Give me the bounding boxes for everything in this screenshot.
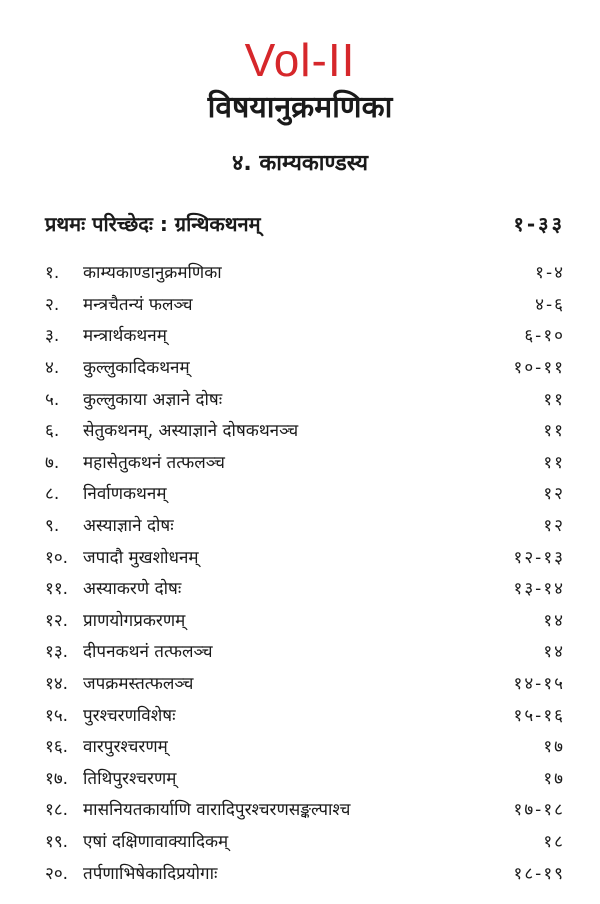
chapter-pages: १-३३ [513,212,565,236]
entry-pages: १४ [543,610,565,631]
entry-title: महासेतुकथनं तत्फलञ्च [83,452,225,473]
chapter-label: प्रथमः परिच्छेदः : ग्रन्थिकथनम् [45,212,261,236]
entry-pages: ११ [543,421,565,442]
toc-entry [45,511,565,543]
entry-title: एषां दक्षिणावाक्यादिकम् [83,831,229,852]
entry-number: १. [45,263,60,284]
entry-number: २०. [45,863,69,884]
toc-entry [45,795,565,827]
entry-title: काम्यकाण्डानुक्रमणिका [83,263,222,284]
entry-pages: १७-१८ [513,800,565,821]
entry-number: ८. [45,484,60,505]
toc-entry [45,290,565,322]
entry-pages: ११ [543,389,565,410]
page-title: विषयानुक्रमणिका [207,90,393,125]
entry-pages: १३-१४ [513,579,565,600]
entry-title: तिथिपुरश्चरणम् [83,768,177,789]
toc-list [45,258,565,890]
toc-entry [45,384,565,416]
entry-pages: १७ [543,768,565,789]
toc-entry [45,448,565,480]
entry-number: १०. [45,547,69,568]
entry-number: १६. [45,737,69,758]
entry-title: वारपुरश्चरणम् [83,737,168,758]
entry-number: ११. [45,579,69,600]
entry-number: १४. [45,674,69,695]
entry-title: पुरश्चरणविशेषः [83,705,176,726]
entry-pages: १५-१६ [513,705,565,726]
toc-entry [45,669,565,701]
entry-title: दीपनकथनं तत्फलञ्च [83,642,213,663]
entry-number: १३. [45,642,69,663]
toc-entry [45,258,565,290]
entry-number: १२. [45,610,69,631]
entry-pages: १२-१३ [513,547,565,568]
toc-entry [45,574,565,606]
toc-entry [45,353,565,385]
toc-entry [45,479,565,511]
entry-pages: १७ [543,737,565,758]
entry-title: अस्याज्ञाने दोषः [83,516,174,537]
entry-title: तर्पणाभिषेकादिप्रयोगाः [83,863,218,884]
entry-title: कुल्लुकादिकथनम् [83,358,190,379]
entry-number: १७. [45,768,69,789]
entry-number: ३. [45,326,60,347]
entry-number: ४. [45,358,60,379]
entry-title: मन्त्रचैतन्यं फलञ्च [83,294,193,315]
entry-title: जपक्रमस्तत्फलञ्च [83,674,194,695]
entry-number: १९. [45,831,69,852]
toc-entry [45,700,565,732]
entry-number: १८. [45,800,69,821]
entry-title: कुल्लुकाया अज्ञाने दोषः [83,389,223,410]
entry-number: ५. [45,389,60,410]
entry-pages: ४-६ [535,294,565,315]
toc-entry [45,732,565,764]
toc-entry [45,321,565,353]
entry-title: मन्त्रार्थकथनम् [83,326,167,347]
entry-pages: १४-१५ [513,674,565,695]
entry-pages: ११ [543,452,565,473]
entry-title: मासनियतकार्याणि वारादिपुरश्चरणसङ्कल्पाश्च [83,800,351,821]
entry-title: प्राणयोगप्रकरणम् [83,610,186,631]
entry-pages: १०-११ [513,358,565,379]
chapter-heading [45,207,565,241]
entry-number: ६. [45,421,60,442]
toc-entry [45,637,565,669]
volume-label: Vol-II [244,34,356,86]
toc-entry [45,542,565,574]
entry-title: अस्याकरणे दोषः [83,579,182,600]
toc-entry [45,858,565,890]
section-heading: ४. काम्यकाण्डस्य [231,151,369,176]
entry-pages: १८ [543,831,565,852]
entry-title: जपादौ मुखशोधनम् [83,547,199,568]
entry-number: १५. [45,705,69,726]
entry-pages: १-४ [535,263,565,284]
entry-pages: १४ [543,642,565,663]
toc-entry [45,606,565,638]
entry-number: ७. [45,452,60,473]
entry-number: २. [45,294,60,315]
entry-pages: १२ [543,484,565,505]
entry-number: ९. [45,516,60,537]
entry-title: निर्वाणकथनम् [83,484,167,505]
entry-pages: १८-१९ [513,863,565,884]
toc-entry [45,827,565,859]
toc-entry [45,416,565,448]
entry-pages: ६-१० [524,326,565,347]
entry-title: सेतुकथनम्, अस्याज्ञाने दोषकथनञ्च [83,421,299,442]
toc-entry [45,764,565,796]
entry-pages: १२ [543,516,565,537]
